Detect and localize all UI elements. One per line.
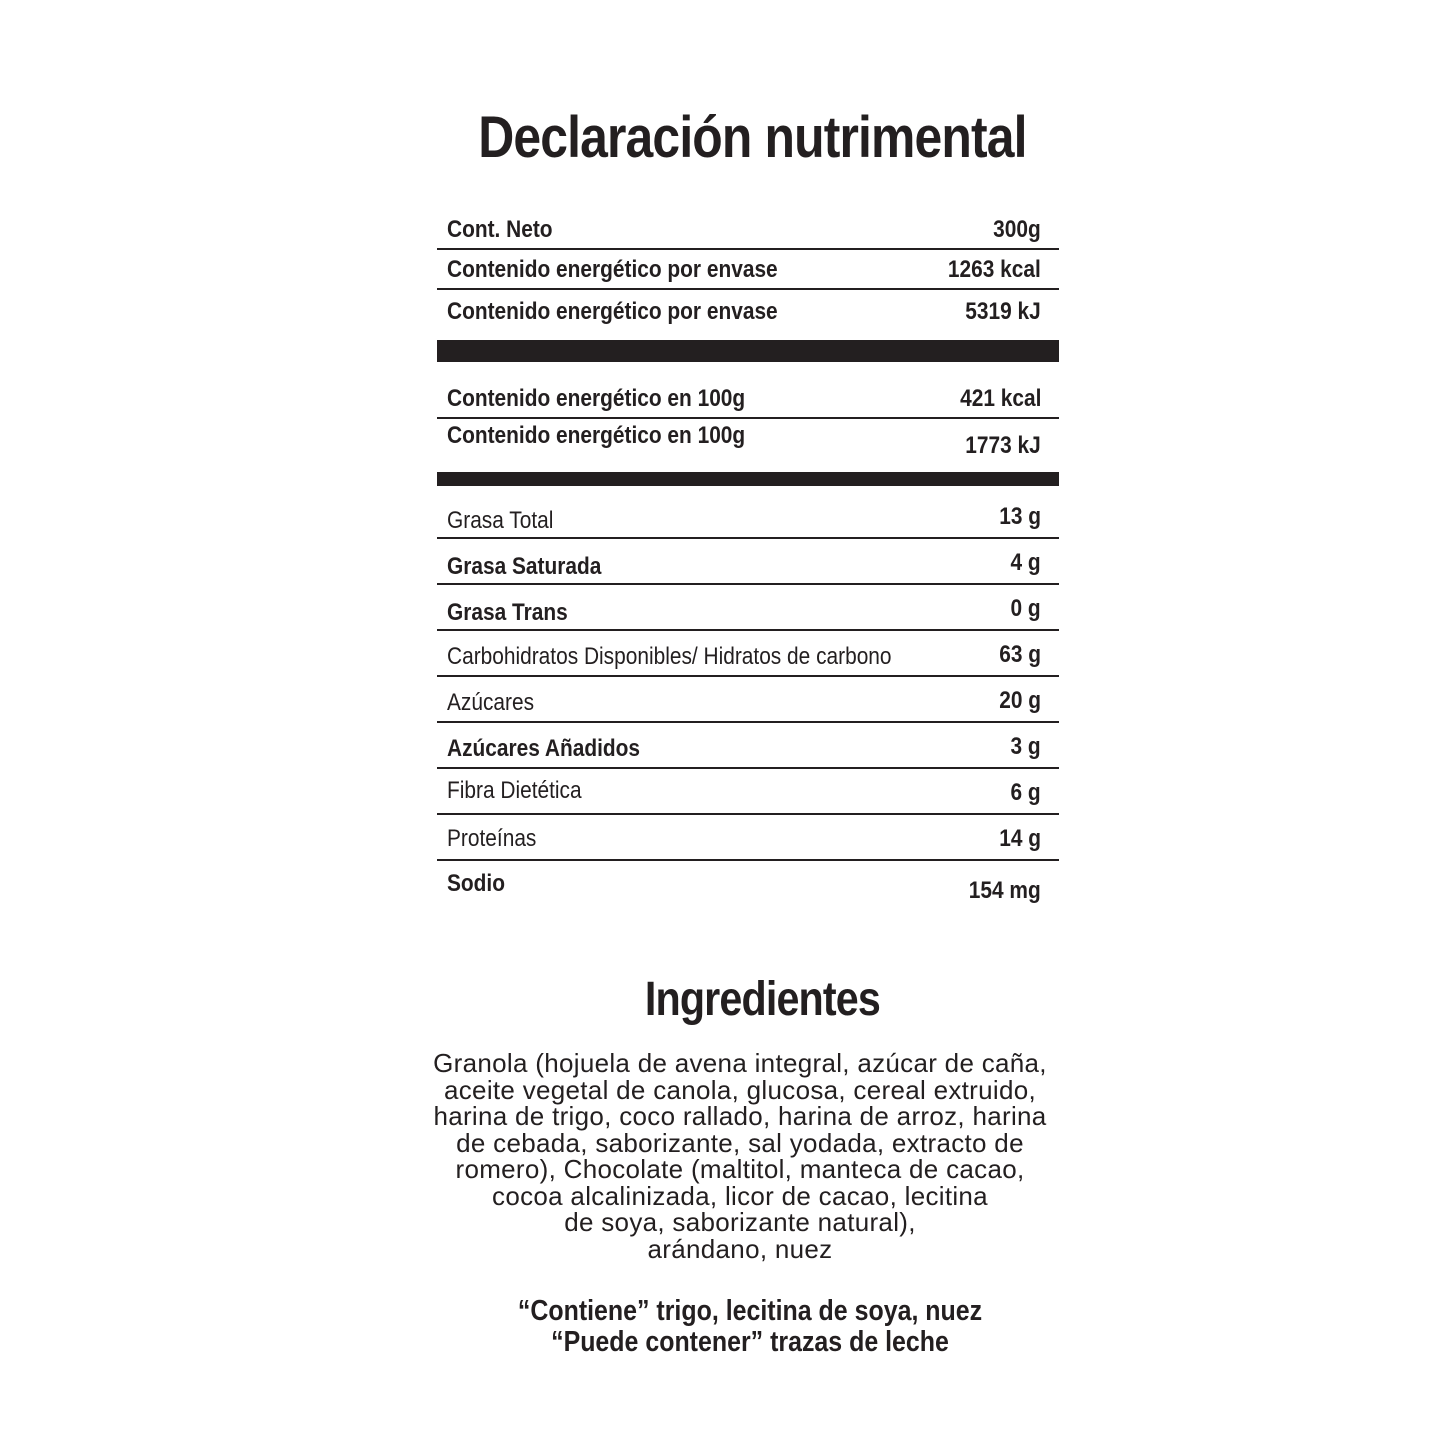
row-value: 1263 kcal <box>948 256 1041 283</box>
ingredients-line: de soya, saborizante natural), <box>564 1207 916 1237</box>
row-value: 63 g <box>999 641 1041 668</box>
allergen-statement <box>449 1296 1051 1358</box>
row-label: Fibra Dietética <box>447 777 582 804</box>
ingredients-line: romero), Chocolate (maltitol, manteca de cacao, <box>455 1154 1025 1184</box>
row-value: 4 g <box>1010 549 1041 576</box>
row-label: Carbohidratos Disponibles/ Hidratos de carbono <box>447 643 892 670</box>
nutrition-row-total-fat <box>437 499 1059 539</box>
ingredients-line: de cebada, saborizante, sal yodada, extracto de <box>456 1127 1024 1158</box>
ingredients-title: Ingredientes <box>644 973 880 1026</box>
ingredients-line: aceite vegetal de canola, glucosa, cereal extruido, <box>444 1074 1036 1105</box>
nutrition-row-proteins <box>437 821 1059 861</box>
row-value: 5319 kJ <box>965 298 1041 325</box>
ingredients-line: harina de trigo, coco rallado, harina de arroz, harina <box>433 1101 1047 1131</box>
nutrition-row-added-sugars <box>437 729 1059 769</box>
nutrition-row-trans-fat <box>437 591 1059 631</box>
row-value: 300g <box>993 216 1041 243</box>
row-label: Grasa Trans <box>447 599 568 626</box>
ingredients-line: cocoa alcalinizada, licor de cacao, lecitina <box>492 1180 988 1211</box>
row-label: Sodio <box>447 870 505 897</box>
nutrition-row-energy-100g-kj <box>437 420 1059 460</box>
row-label: Contenido energético en 100g <box>447 385 746 412</box>
row-value: 154 mg <box>969 877 1041 904</box>
row-label: Contenido energético por envase <box>447 256 778 283</box>
row-label: Contenido energético en 100g <box>447 422 746 449</box>
row-label: Grasa Total <box>447 507 554 534</box>
row-label: Cont. Neto <box>447 216 553 243</box>
nutrition-row-energy-package-kj <box>437 290 1059 330</box>
nutrition-row-carbohydrates <box>437 637 1059 677</box>
nutrition-row-sodium <box>437 863 1059 903</box>
row-label: Proteínas <box>447 825 537 852</box>
row-value: 1773 kJ <box>965 432 1041 459</box>
section-divider-bar <box>437 472 1059 486</box>
nutrition-row-sugars <box>437 683 1059 723</box>
row-label: Grasa Saturada <box>447 553 602 580</box>
ingredients-line: Granola (hojuela de avena integral, azúcar de caña, <box>433 1048 1047 1078</box>
nutrition-row-energy-package-kcal <box>437 250 1059 290</box>
allergen-contains: “Contiene” trigo, lecitina de soya, nuez <box>517 1295 983 1327</box>
ingredients-line: arándano, nuez <box>647 1233 833 1264</box>
row-label: Azúcares <box>447 689 535 716</box>
row-label: Contenido energético por envase <box>447 298 778 325</box>
row-value: 421 kcal <box>959 385 1041 412</box>
row-value: 20 g <box>999 687 1041 714</box>
nutrition-row-saturated-fat <box>437 545 1059 585</box>
row-value: 0 g <box>1010 595 1041 622</box>
nutrition-row-energy-100g-kcal <box>437 379 1059 419</box>
allergen-may-contain: “Puede contener” trazas de leche <box>551 1326 949 1358</box>
section-divider-bar <box>437 340 1059 362</box>
nutrition-title: Declaración nutrimental <box>478 105 1027 170</box>
nutrition-row-fiber <box>437 775 1059 815</box>
row-value: 13 g <box>999 503 1041 530</box>
nutrition-row-net-content <box>437 210 1059 250</box>
row-value: 3 g <box>1010 733 1041 760</box>
ingredients-list <box>390 1050 1090 1262</box>
row-label: Azúcares Añadidos <box>447 735 641 762</box>
row-value: 14 g <box>999 825 1041 852</box>
row-value: 6 g <box>1010 779 1041 806</box>
